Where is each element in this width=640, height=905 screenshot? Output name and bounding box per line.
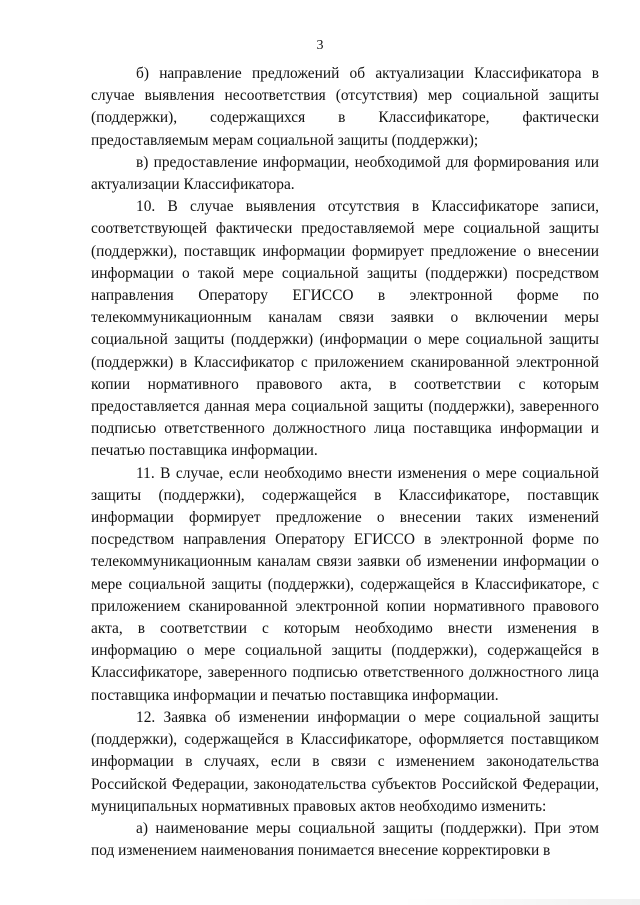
paragraph-item-v: в) предоставление информации, необходимой для формирования или актуализации Классификатора. bbox=[91, 153, 599, 194]
paragraph-clause-11: 11. В случае, если необходимо внести изменения о мере социальной защиты (поддержки), содержащейся в Классификаторе, поставщик информации формирует предложение о внесении таких изменений посредством направления Оператору ЕГИССО в электронной форме по телекоммуникационным каналам связи заявки об изменении информации о мере социальной защиты (поддержки), содержащейся в Классификаторе, с приложением сканированной электронной копии нормативного правового акта, в соответствии с которым необходимо внести изменения в информацию о мере социальной защиты (поддержки), содержащейся в Классификаторе, заверенного подписью ответственного должностного лица поставщика информации и печатью поставщика информации. bbox=[91, 464, 599, 704]
paragraph-clause-12: 12. Заявка об изменении информации о мере социальной защиты (поддержки), содержащейся в Классификаторе, оформляется поставщиком информации в случаях, если в связи с изменением законодательства Российской Федерации, законодательства субъектов Российской Федерации, муниципальных нормативных правовых актов необходимо изменить: bbox=[91, 708, 599, 815]
paragraph-clause-10: 10. В случае выявления отсутствия в Классификаторе записи, соответствующей фактически предоставляемой мере социальной защиты (поддержки), поставщик информации формирует предложение о внесении информации о такой мере социальной защиты (поддержки) посредством направления Оператору ЕГИССО в электронной форме по телекоммуникационным каналам связи заявки о включении меры социальной защиты (поддержки) (информации о мере социальной защиты (поддержки) в Классификатор с приложением сканированной электронной копии нормативного правового акта, в соответствии с которым предоставляется данная мера социальной защиты (поддержки), заверенного подписью ответственного должностного лица поставщика информации и печатью поставщика информации. bbox=[91, 198, 599, 460]
paragraph-item-b: б) направление предложений об актуализации Классификатора в случае выявления несоответствия (отсутствия) мер социальной защиты (поддержки), содержащихся в Классификаторе, фактически предоставляемым мерам социальной защиты (поддержки); bbox=[91, 65, 599, 149]
page-number: 3 bbox=[316, 38, 324, 53]
scan-edge-shadow bbox=[400, 899, 640, 905]
paragraph-item-a: а) наименование меры социальной защиты (поддержки). При этом под изменением наименования понимается внесение корректировки в bbox=[91, 819, 599, 860]
document-body bbox=[91, 63, 599, 862]
